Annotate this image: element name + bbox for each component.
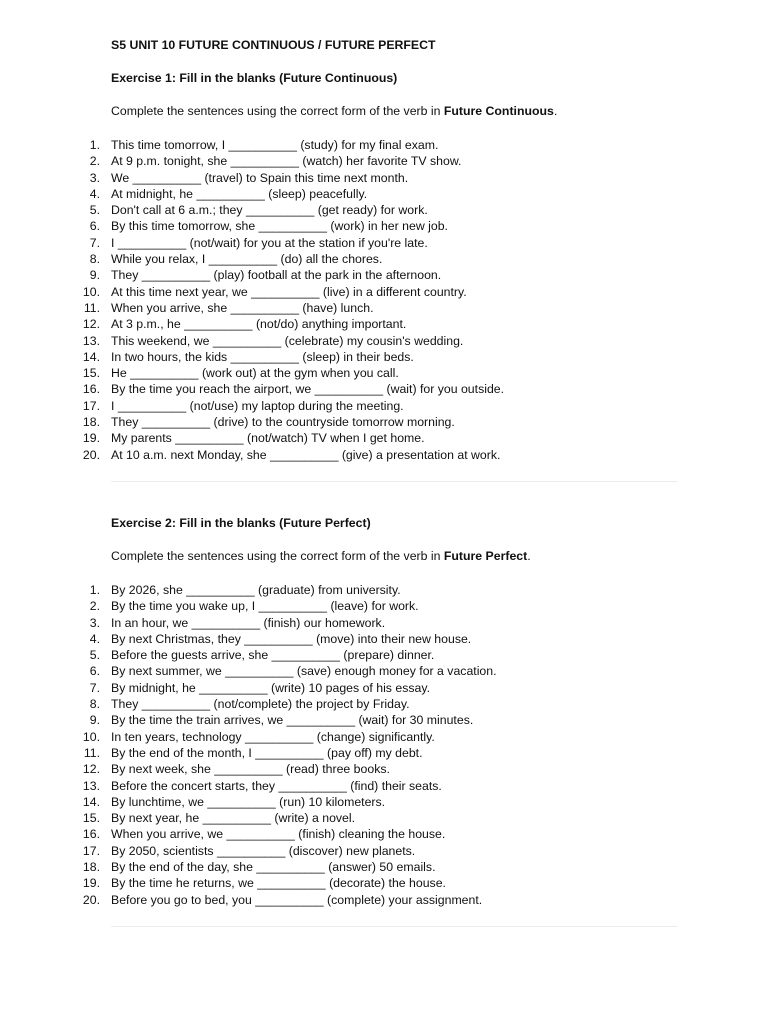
instruction-end: .: [527, 549, 531, 563]
instruction-end: .: [553, 104, 558, 118]
question-text: We __________ (travel) to Spain this time next month.: [111, 170, 409, 185]
question-item: [78, 251, 504, 267]
question-number: 14.: [82, 349, 100, 364]
question-item: [78, 712, 497, 728]
question-number: 15.: [82, 366, 100, 381]
question-number: 7.: [89, 680, 100, 695]
question-text: By the time you wake up, I __________ (leave) for work.: [111, 599, 419, 614]
question-number: 16.: [82, 827, 100, 842]
question-text: This time tomorrow, I __________ (study) for my final exam.: [111, 138, 439, 152]
question-text: By the time he returns, we __________ (decorate) the house.: [111, 876, 446, 891]
question-item: [78, 631, 497, 647]
question-item: [78, 333, 504, 349]
question-number: 12.: [82, 762, 100, 777]
question-item: [78, 582, 497, 598]
question-item: [78, 349, 504, 365]
question-item: [78, 680, 497, 696]
question-item: [78, 365, 504, 381]
question-text: They __________ (not/complete) the project by Friday.: [111, 697, 410, 712]
question-number: 11.: [83, 300, 100, 315]
question-text: In two hours, the kids __________ (sleep) in their beds.: [111, 349, 414, 364]
question-text: Before you go to bed, you __________ (complete) your assignment.: [111, 892, 483, 907]
question-item: [78, 170, 504, 186]
instruction-text: Complete the sentences using the correct form of the verb in: [111, 549, 444, 563]
question-text: Before the concert starts, they __________ (find) their seats.: [111, 778, 442, 793]
question-number: 11.: [83, 745, 100, 760]
instruction-tense: Future Perfect: [443, 549, 528, 563]
question-text: At this time next year, we __________ (live) in a different country.: [111, 284, 467, 299]
question-text: By next week, she __________ (read) three books.: [111, 762, 390, 777]
question-number: 1.: [89, 138, 100, 152]
question-text: By lunchtime, we __________ (run) 10 kilometers.: [111, 794, 386, 809]
question-number: 17.: [82, 398, 100, 413]
question-item: [78, 430, 504, 446]
question-text: Don't call at 6 a.m.; they __________ (get ready) for work.: [111, 203, 428, 218]
exercise-2-instruction: [111, 549, 531, 563]
exercise-1-instruction: [111, 104, 557, 118]
question-text: Before the guests arrive, she __________ (prepare) dinner.: [111, 648, 435, 663]
question-number: 16.: [82, 382, 100, 397]
question-number: 10.: [82, 729, 100, 744]
question-text: While you relax, I __________ (do) all the chores.: [111, 252, 383, 267]
question-number: 20.: [82, 447, 100, 462]
question-number: 4.: [89, 186, 100, 201]
question-text: By the end of the month, I __________ (pay off) my debt.: [111, 745, 423, 760]
question-item: [78, 316, 504, 332]
question-text: By the time the train arrives, we __________ (wait) for 30 minutes.: [111, 713, 474, 728]
question-text: When you arrive, she __________ (have) lunch.: [111, 300, 374, 315]
question-item: [78, 826, 497, 842]
question-number: 1.: [89, 583, 100, 597]
question-item: [78, 875, 497, 891]
question-number: 5.: [89, 648, 100, 663]
question-number: 19.: [82, 431, 100, 446]
question-text: I __________ (not/use) my laptop during the meeting.: [111, 398, 404, 413]
question-text: By the end of the day, she __________ (answer) 50 emails.: [111, 860, 436, 875]
question-number: 20.: [82, 892, 100, 907]
instruction-text: Complete the sentences using the correct form of the verb in: [111, 104, 444, 118]
question-text: By 2050, scientists __________ (discover) new planets.: [111, 843, 416, 858]
question-item: [78, 186, 504, 202]
question-text: At 3 p.m., he __________ (not/do) anything important.: [111, 317, 407, 332]
question-item: [78, 794, 497, 810]
question-text: By midnight, he __________ (write) 10 pages of his essay.: [111, 680, 430, 695]
question-text: They __________ (play) football at the park in the afternoon.: [111, 268, 442, 283]
exercise-2-question-list: [78, 582, 497, 908]
question-number: 17.: [82, 843, 100, 858]
question-number: 15.: [82, 811, 100, 826]
question-number: 18.: [82, 860, 100, 875]
question-item: [78, 218, 504, 234]
question-number: 3.: [89, 615, 100, 630]
question-number: 2.: [89, 599, 100, 614]
question-item: [78, 202, 504, 218]
question-number: 19.: [82, 876, 100, 891]
exercise-2-heading: Exercise 2: Fill in the blanks (Future Perfect): [111, 516, 371, 530]
question-text: In ten years, technology __________ (change) significantly.: [111, 729, 435, 744]
question-text: He __________ (work out) at the gym when you call.: [111, 366, 399, 381]
question-number: 9.: [89, 713, 100, 728]
question-item: [78, 284, 504, 300]
question-number: 8.: [89, 252, 100, 267]
question-number: 10.: [82, 284, 100, 299]
section-divider: [111, 926, 677, 927]
question-item: [78, 778, 497, 794]
question-number: 3.: [89, 170, 100, 185]
question-item: [78, 859, 497, 875]
question-number: 12.: [82, 317, 100, 332]
question-text: I __________ (not/wait) for you at the station if you're late.: [111, 235, 428, 250]
question-item: [78, 745, 497, 761]
question-item: [78, 398, 504, 414]
question-item: [78, 761, 497, 777]
question-number: 6.: [89, 664, 100, 679]
question-item: [78, 267, 504, 283]
question-item: [78, 414, 504, 430]
question-item: [78, 381, 504, 397]
question-number: 5.: [89, 203, 100, 218]
question-text: At 9 p.m. tonight, she __________ (watch) her favorite TV show.: [111, 154, 462, 169]
question-item: [78, 647, 497, 663]
question-item: [78, 153, 504, 169]
section-divider: [111, 481, 677, 482]
question-text: By next year, he __________ (write) a novel.: [111, 811, 356, 826]
question-number: 18.: [82, 415, 100, 430]
document-title: S5 UNIT 10 FUTURE CONTINUOUS / FUTURE PERFECT: [111, 38, 436, 52]
question-item: [78, 447, 504, 463]
exercise-1-heading: Exercise 1: Fill in the blanks (Future Continuous): [111, 71, 398, 85]
question-item: [78, 300, 504, 316]
question-item: [78, 810, 497, 826]
question-number: 13.: [82, 333, 100, 348]
instruction-tense: Future Continuous: [443, 104, 554, 118]
question-text: By this time tomorrow, she __________ (work) in her new job.: [111, 219, 448, 234]
question-item: [78, 729, 497, 745]
question-text: At midnight, he __________ (sleep) peacefully.: [111, 186, 368, 201]
question-item: [78, 696, 497, 712]
question-text: At 10 a.m. next Monday, she __________ (give) a presentation at work.: [111, 447, 501, 462]
question-text: By 2026, she __________ (graduate) from university.: [111, 583, 401, 597]
question-text: When you arrive, we __________ (finish) cleaning the house.: [111, 827, 446, 842]
question-number: 7.: [89, 235, 100, 250]
question-item: [78, 235, 504, 251]
question-item: [78, 615, 497, 631]
question-item: [78, 663, 497, 679]
question-text: By next Christmas, they __________ (move) into their new house.: [111, 631, 472, 646]
question-number: 2.: [89, 154, 100, 169]
question-number: 4.: [89, 631, 100, 646]
question-text: In an hour, we __________ (finish) our homework.: [111, 615, 386, 630]
question-text: By next summer, we __________ (save) enough money for a vacation.: [111, 664, 497, 679]
question-number: 9.: [89, 268, 100, 283]
question-item: [78, 843, 497, 859]
question-text: By the time you reach the airport, we __________ (wait) for you outside.: [111, 382, 505, 397]
question-item: [78, 137, 504, 153]
question-item: [78, 892, 497, 908]
question-item: [78, 598, 497, 614]
question-number: 14.: [82, 794, 100, 809]
question-number: 8.: [89, 697, 100, 712]
exercise-1-question-list: [78, 137, 504, 463]
question-number: 13.: [82, 778, 100, 793]
question-number: 6.: [89, 219, 100, 234]
question-text: This weekend, we __________ (celebrate) my cousin's wedding.: [111, 333, 464, 348]
question-text: They __________ (drive) to the countryside tomorrow morning.: [111, 415, 455, 430]
question-text: My parents __________ (not/watch) TV when I get home.: [111, 431, 425, 446]
